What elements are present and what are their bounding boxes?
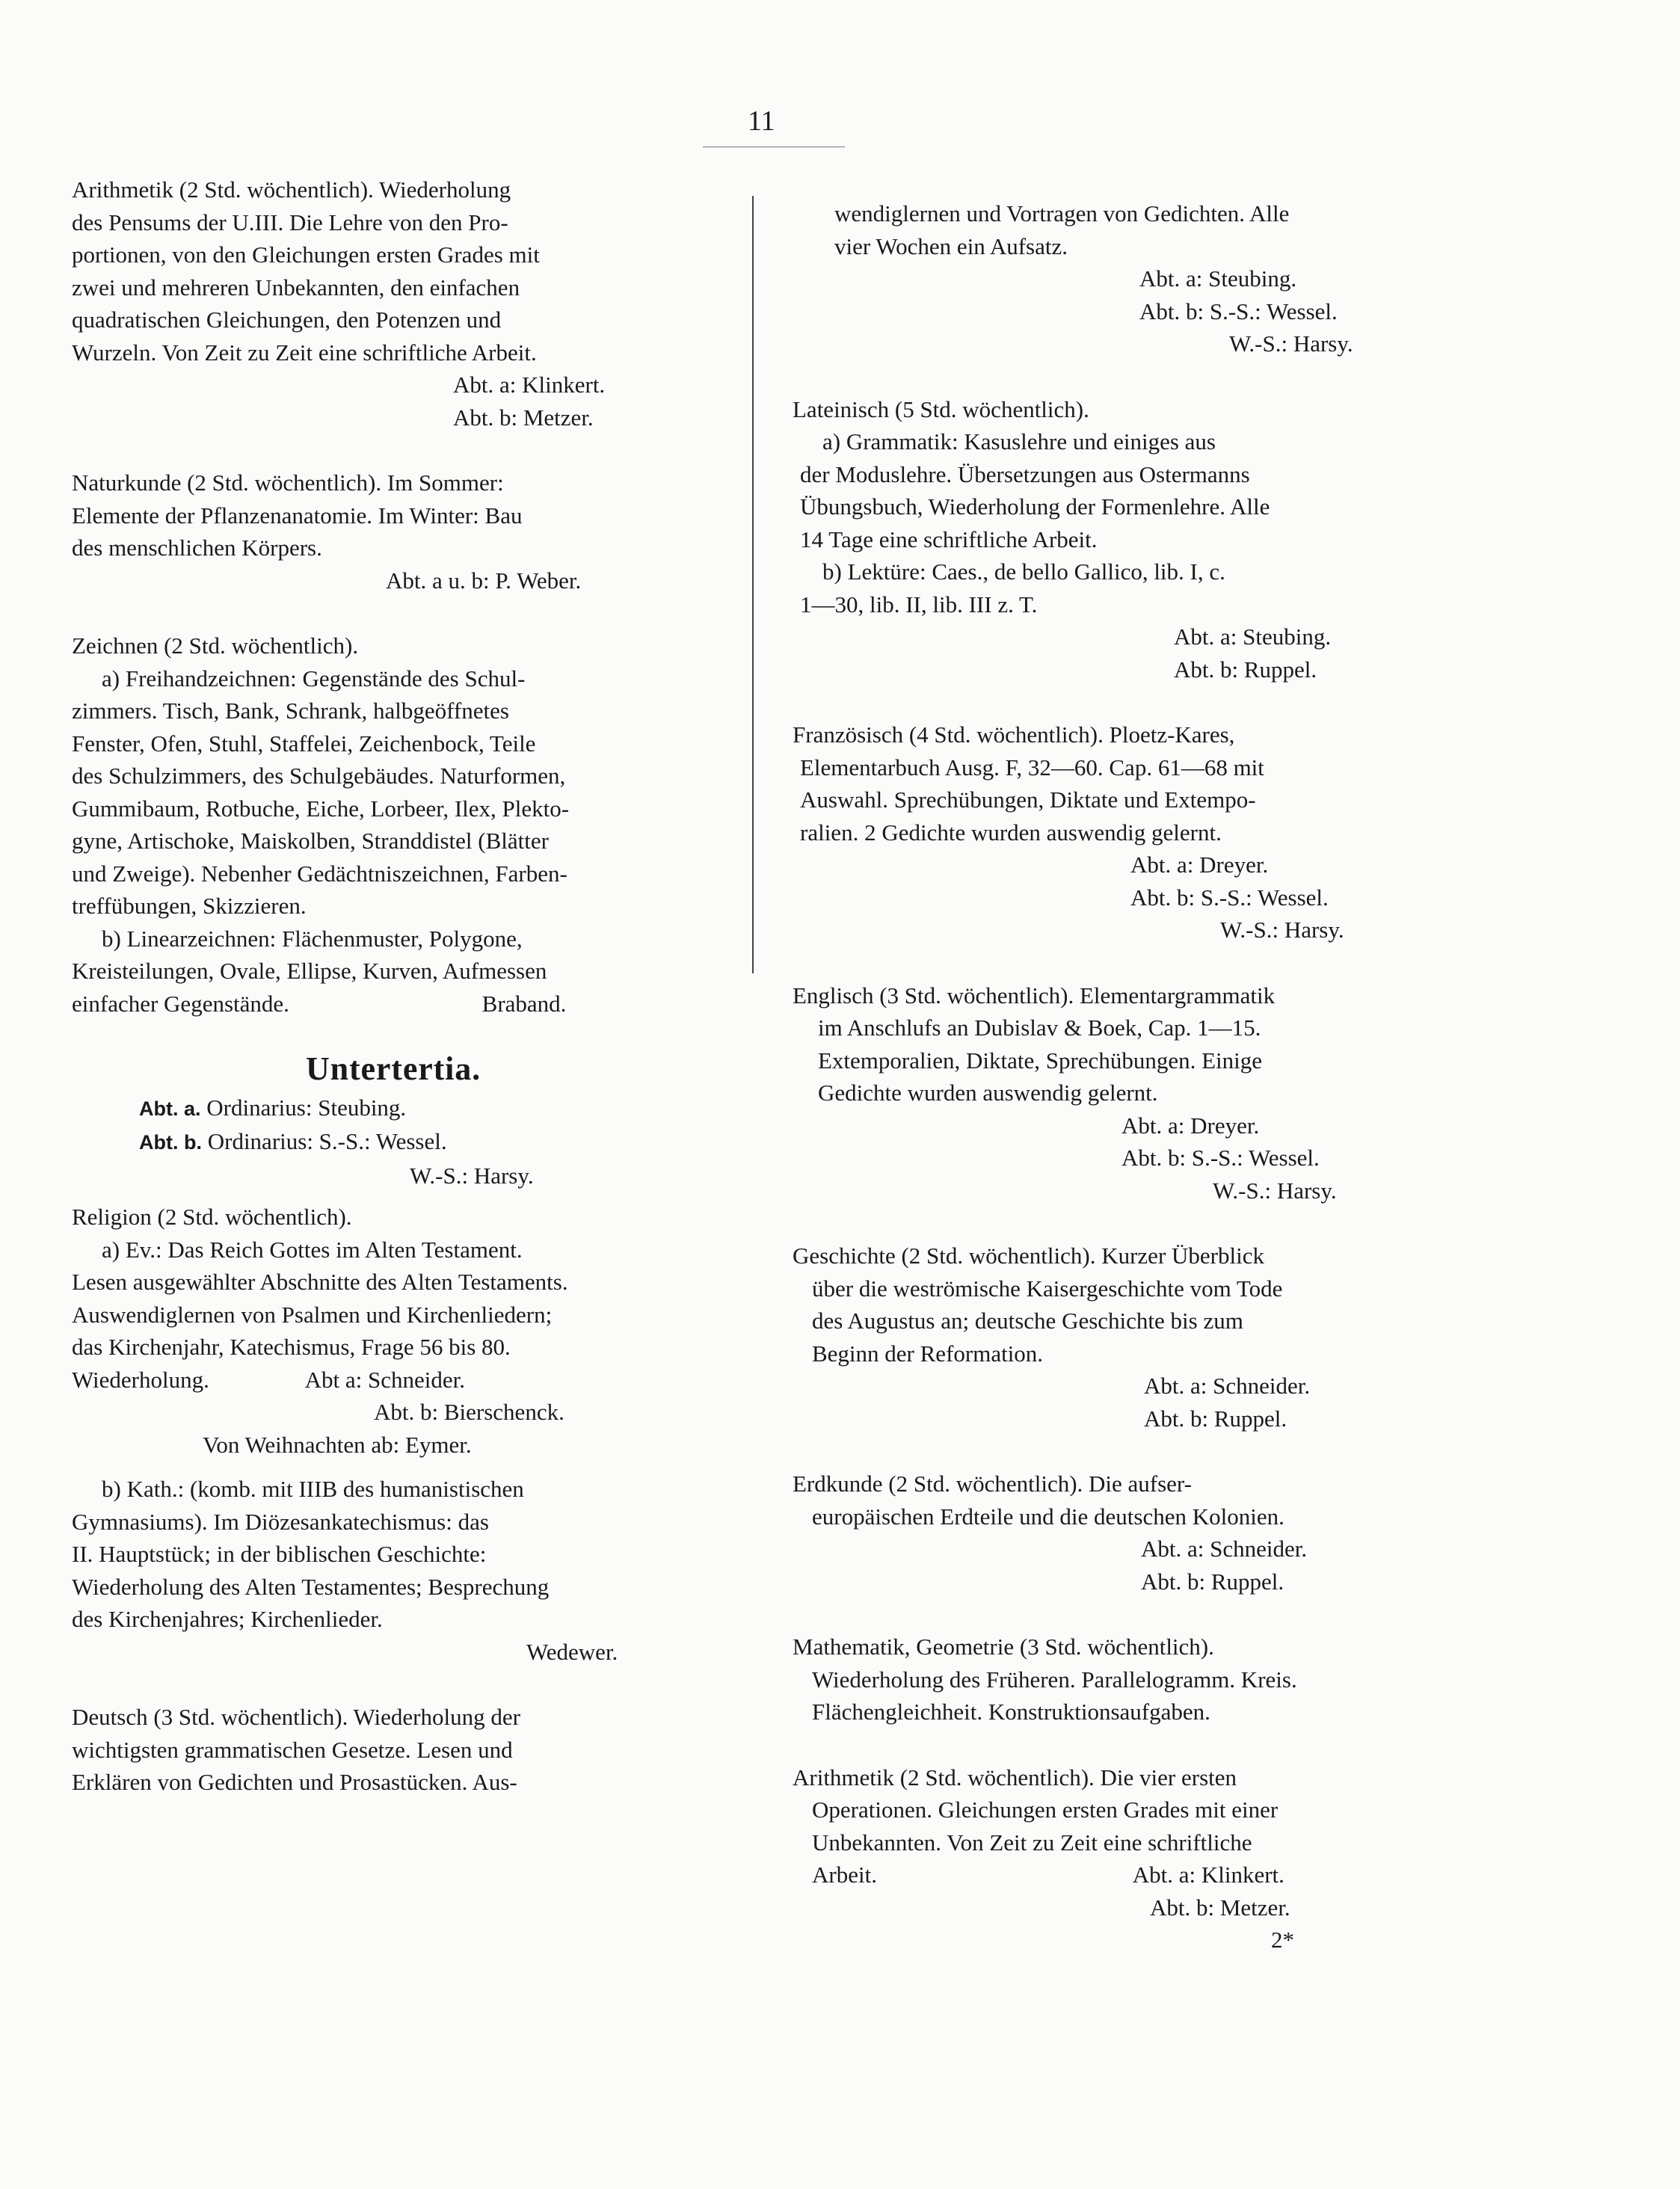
text-line: des Kirchenjahres; Kirchenlieder. bbox=[72, 1606, 383, 1632]
teacher-line: Abt. b: Ruppel. bbox=[1141, 1568, 1284, 1595]
text-line: im Anschlufs an Dubislav & Boek, Cap. 1—15. bbox=[818, 1015, 1261, 1041]
text-line: Wiederholung des Alten Testamentes; Besprechung bbox=[72, 1573, 550, 1600]
ordinarius-line: W.-S.: Harsy. bbox=[410, 1162, 534, 1189]
teacher-line: Abt. a: Schneider. bbox=[1144, 1373, 1311, 1399]
teacher-line: Abt. b: Metzer. bbox=[1150, 1894, 1290, 1921]
page-number: 11 bbox=[748, 105, 775, 137]
column-divider bbox=[752, 196, 754, 973]
text-line: wendiglernen und Vortragen von Gedichten. Alle bbox=[834, 200, 1290, 227]
text-line bbox=[72, 988, 715, 1020]
text-line bbox=[72, 1364, 715, 1397]
text-line: Gedichte wurden auswendig gelernt. bbox=[818, 1080, 1158, 1106]
text-line: Wurzeln. Von Zeit zu Zeit eine schriftliche Arbeit. bbox=[72, 339, 537, 366]
mathematik-section bbox=[793, 1631, 1465, 1728]
abteilung-label: Abt. b. bbox=[139, 1131, 202, 1154]
teacher-name: Braband. bbox=[481, 990, 567, 1017]
text-line: Gummibaum, Rotbuche, Eiche, Lorbeer, Ilex, Plekto- bbox=[72, 795, 570, 822]
signature-mark: 2* bbox=[1271, 1927, 1294, 1953]
text-line: Englisch (3 Std. wöchentlich). Elementargrammatik bbox=[793, 982, 1276, 1009]
text-line: Arithmetik (2 Std. wöchentlich). Die vier ersten bbox=[793, 1764, 1237, 1791]
abteilung-label: Abt. a. bbox=[139, 1097, 201, 1120]
teacher-line: Abt. a: Dreyer. bbox=[1130, 852, 1269, 878]
text-line: über die weströmische Kaisergeschichte vom Tode bbox=[812, 1275, 1283, 1302]
teacher-line: Abt. b: Metzer. bbox=[453, 404, 594, 431]
text-line: Operationen. Gleichungen ersten Grades mit einer bbox=[812, 1797, 1279, 1823]
text-line: Fenster, Ofen, Stuhl, Staffelei, Zeichenbock, Teile bbox=[72, 730, 536, 757]
teacher-line: Abt. a: Steubing. bbox=[1174, 624, 1332, 650]
text-line bbox=[793, 1859, 1465, 1891]
text-line: Elemente der Pflanzenanatomie. Im Winter: Bau bbox=[72, 502, 523, 529]
text-line: und Zweige). Nebenher Gedächtniszeichnen, Farben- bbox=[72, 860, 567, 887]
text-line: portionen, von den Gleichungen ersten Grades mit bbox=[72, 241, 540, 268]
text-line: a) Ev.: Das Reich Gottes im Alten Testament. bbox=[102, 1236, 523, 1263]
teacher-line: Abt. a: Steubing. bbox=[1139, 265, 1297, 292]
left-column bbox=[72, 173, 715, 1832]
right-column bbox=[793, 197, 1465, 1956]
text-line: II. Hauptstück; in der biblischen Geschichte: bbox=[72, 1541, 487, 1567]
teacher-line: Abt. b: Bierschenck. bbox=[374, 1399, 564, 1425]
text-line: des Schulzimmers, des Schulgebäudes. Naturformen, bbox=[72, 763, 566, 789]
teacher-line: W.-S.: Harsy. bbox=[1229, 330, 1353, 357]
text-line: das Kirchenjahr, Katechismus, Frage 56 bis 80. bbox=[72, 1334, 511, 1360]
text-line: europäischen Erdteile und die deutschen Kolonien. bbox=[812, 1503, 1284, 1530]
text-line: der Moduslehre. Übersetzungen aus Ostermanns bbox=[800, 461, 1250, 487]
text-line: Lesen ausgewählter Abschnitte des Alten Testaments. bbox=[72, 1269, 568, 1295]
text-line: ralien. 2 Gedichte wurden auswendig gelernt. bbox=[800, 819, 1222, 846]
text-line: gyne, Artischoke, Maiskolben, Stranddistel (Blätter bbox=[72, 828, 549, 854]
lateinisch-section bbox=[793, 393, 1465, 686]
text-line: des menschlichen Körpers. bbox=[72, 535, 322, 561]
text-line: b) Lektüre: Caes., de bello Gallico, lib. I, c. bbox=[822, 558, 1225, 585]
text-line: Arithmetik (2 Std. wöchentlich). Wiederholung bbox=[72, 176, 511, 203]
text-line: Beginn der Reformation. bbox=[812, 1340, 1044, 1367]
arithmetik-obertertia-section bbox=[72, 173, 715, 434]
teacher-name: Abt. a: Klinkert. bbox=[1132, 1862, 1284, 1888]
teacher-line: Abt. b: S.-S.: Wessel. bbox=[1121, 1145, 1320, 1171]
text-line: 1—30, lib. II, lib. III z. T. bbox=[800, 591, 1038, 618]
text-line: zwei und mehreren Unbekannten, den einfachen bbox=[72, 274, 520, 301]
arithmetik-untertertia-section bbox=[793, 1761, 1465, 1956]
teacher-line: Abt. a u. b: P. Weber. bbox=[386, 567, 582, 594]
franzoesisch-section bbox=[793, 718, 1465, 946]
text-line: Französisch (4 Std. wöchentlich). Ploetz-Kares, bbox=[793, 721, 1235, 748]
ordinarius-line bbox=[72, 1092, 715, 1126]
text-line: treffübungen, Skizzieren. bbox=[72, 893, 307, 919]
deutsch-section bbox=[72, 1701, 715, 1799]
text-line: Gymnasiums). Im Diözesankatechismus: das bbox=[72, 1508, 489, 1535]
teacher-line: Abt. b: Ruppel. bbox=[1174, 656, 1317, 683]
ordinarius-text: Ordinarius: S.-S.: Wessel. bbox=[207, 1128, 447, 1154]
text-line: Lateinisch (5 Std. wöchentlich). bbox=[793, 395, 1089, 422]
naturkunde-section bbox=[72, 467, 715, 597]
section-heading-untertertia: Untertertia. bbox=[305, 1050, 481, 1087]
text-line: Elementarbuch Ausg. F, 32—60. Cap. 61—68 mit bbox=[800, 754, 1264, 781]
text-line: Erdkunde (2 Std. wöchentlich). Die aufser- bbox=[793, 1471, 1192, 1497]
teacher-line: Abt. b: S.-S.: Wessel. bbox=[1139, 298, 1338, 324]
text-line: Naturkunde (2 Std. wöchentlich). Im Sommer: bbox=[72, 469, 504, 496]
teacher-line: Abt. a: Klinkert. bbox=[453, 372, 606, 398]
text-line: Unbekannten. Von Zeit zu Zeit eine schriftliche bbox=[812, 1829, 1252, 1856]
teacher-line: Abt. a: Schneider. bbox=[1141, 1536, 1308, 1562]
text-line: b) Kath.: (komb. mit IIIB des humanistischen bbox=[102, 1476, 524, 1502]
text-line: Wiederholung des Früheren. Parallelogramm. Kreis. bbox=[812, 1666, 1297, 1693]
text-line: zimmers. Tisch, Bank, Schrank, halbgeöffnetes bbox=[72, 698, 509, 724]
text-line: des Pensums der U.III. Die Lehre von den Pro- bbox=[72, 209, 508, 235]
zeichnen-section bbox=[72, 629, 715, 1020]
text-line: Auswendiglernen von Psalmen und Kirchenliedern; bbox=[72, 1301, 553, 1328]
erdkunde-section bbox=[793, 1468, 1465, 1598]
text-line: Mathematik, Geometrie (3 Std. wöchentlich). bbox=[793, 1634, 1214, 1660]
teacher-line: W.-S.: Harsy. bbox=[1220, 917, 1344, 943]
teacher-line: Wedewer. bbox=[526, 1638, 618, 1665]
text-line: Religion (2 Std. wöchentlich). bbox=[72, 1204, 352, 1230]
text-line: b) Linearzeichnen: Flächenmuster, Polygone, bbox=[102, 925, 523, 952]
text-line: a) Grammatik: Kasuslehre und einiges aus bbox=[822, 428, 1216, 455]
text-line: quadratischen Gleichungen, den Potenzen und bbox=[72, 307, 502, 333]
text-fragment: einfacher Gegenstände. bbox=[72, 990, 289, 1017]
teacher-line: Abt. a: Dreyer. bbox=[1121, 1112, 1260, 1139]
text-line: Übungsbuch, Wiederholung der Formenlehre. Alle bbox=[800, 493, 1270, 520]
ordinarius-text: Ordinarius: Steubing. bbox=[206, 1094, 407, 1121]
deutsch-continued-section bbox=[793, 197, 1465, 360]
text-line: Deutsch (3 Std. wöchentlich). Wiederholung der bbox=[72, 1704, 520, 1730]
teacher-line: Abt. b: S.-S.: Wessel. bbox=[1130, 884, 1329, 911]
text-fragment: Arbeit. bbox=[812, 1862, 877, 1888]
text-line: a) Freihandzeichnen: Gegenstände des Schul- bbox=[102, 665, 526, 692]
teacher-line: Von Weihnachten ab: Eymer. bbox=[203, 1431, 472, 1458]
text-line: 14 Tage eine schriftliche Arbeit. bbox=[800, 526, 1098, 552]
ordinarius-line bbox=[72, 1125, 715, 1160]
text-line: Kreisteilungen, Ovale, Ellipse, Kurven, Aufmessen bbox=[72, 958, 547, 984]
text-line: Geschichte (2 Std. wöchentlich). Kurzer Überblick bbox=[793, 1243, 1264, 1269]
text-line: des Augustus an; deutsche Geschichte bis zum bbox=[812, 1308, 1243, 1334]
religion-section bbox=[72, 1201, 715, 1668]
text-line: Zeichnen (2 Std. wöchentlich). bbox=[72, 632, 359, 659]
text-line: Erklären von Gedichten und Prosastücken. Aus- bbox=[72, 1769, 517, 1795]
geschichte-section bbox=[793, 1240, 1465, 1435]
text-line: Flächengleichheit. Konstruktionsaufgaben. bbox=[812, 1699, 1210, 1725]
text-line: vier Wochen ein Aufsatz. bbox=[834, 233, 1068, 259]
teacher-line: Abt. b: Ruppel. bbox=[1144, 1405, 1287, 1432]
text-fragment: Wiederholung. bbox=[72, 1366, 209, 1393]
text-line: wichtigsten grammatischen Gesetze. Lesen und bbox=[72, 1736, 513, 1763]
teacher-line: W.-S.: Harsy. bbox=[1213, 1177, 1337, 1204]
teacher-name: Abt a: Schneider. bbox=[304, 1366, 465, 1393]
englisch-section bbox=[793, 979, 1465, 1207]
text-line: Auswahl. Sprechübungen, Diktate und Extempo- bbox=[800, 786, 1256, 813]
text-line: Extemporalien, Diktate, Sprechübungen. Einige bbox=[818, 1047, 1262, 1074]
